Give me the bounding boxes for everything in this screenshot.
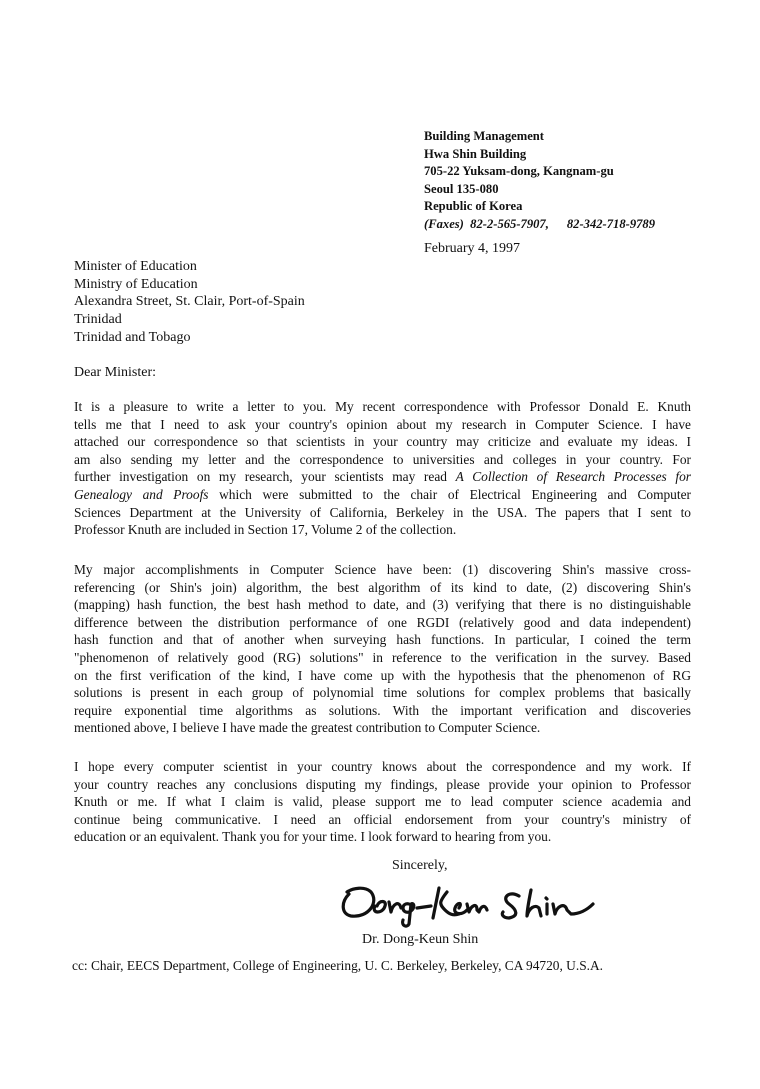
paragraph-line: My major accomplishments in Computer Science have been: (1) discovering Shin's massive cross- — [74, 562, 691, 577]
paragraph-line: continue being communicative. I need an official endorsement from your country's ministry of — [74, 811, 691, 827]
paragraph-line: hash function and that of another when surveying hash functions. In particular, I coined the term — [74, 632, 691, 648]
paragraph-line: am also sending my letter and the correspondence to universities and colleges in your country. For — [74, 451, 691, 467]
body-paragraph-1 — [74, 398, 691, 539]
paragraph-line: require exponential time algorithms as solutions. With the important verification and discoveries — [74, 702, 691, 718]
paragraph-line: mentioned above, I believe I have made the greatest contribution to Computer Science. — [74, 720, 541, 736]
recipient-line: Minister of Education — [74, 259, 197, 274]
sender-line: Hwa Shin Building — [424, 146, 527, 161]
paragraph-line: (mapping) hash function, the best hash method to date, and (3) verifying that there is no distinguishable — [74, 597, 691, 613]
paragraph-line: I hope every computer scientist in your country knows about the correspondence and my work. If — [74, 759, 691, 774]
paragraph-line: Knuth or me. If what I claim is valid, please support me to lead computer science academia and — [74, 794, 691, 810]
recipient-address-block — [74, 258, 305, 347]
paragraph-line: It is a pleasure to write a letter to you. My recent correspondence with Professor Donald E. Knuth — [74, 399, 691, 414]
recipient-line: Trinidad — [74, 312, 122, 328]
handwritten-signature — [335, 880, 605, 930]
paragraph-line: on the first verification of the kind, I have come up with the hypothesis that the phenomenon of RG — [74, 667, 691, 683]
body-paragraph-2 — [74, 561, 691, 737]
paragraph-line: attached our correspondence so that scientists in your country may criticize and evaluate my ideas. I — [74, 434, 691, 450]
sender-line: Building Management — [424, 129, 545, 143]
salutation: Dear Minister: — [74, 365, 157, 380]
paragraph-line: difference between the distribution performance of one RGDI (relatively good and data independent) — [74, 614, 691, 630]
signer-name: Dr. Dong-Keun Shin — [362, 932, 479, 947]
fax-number: 82-342-718-9789 — [566, 216, 656, 231]
paragraph-line: education or an equivalent. Thank you for your time. I look forward to hearing from you. — [74, 829, 552, 845]
fax-number: 82-2-565-7907, — [470, 216, 549, 231]
paragraph-line — [74, 486, 691, 504]
book-title: A Collection of Research Processes for — [455, 469, 691, 485]
closing: Sincerely, — [392, 858, 448, 873]
paragraph-text: further investigation on my research, your scientists may read — [74, 469, 447, 485]
paragraph-line — [74, 468, 691, 486]
fax-label: (Faxes) — [424, 216, 464, 231]
paragraph-line: "phenomenon of relatively good (RG) solutions" in reference to the verification in the survey. Based — [74, 649, 691, 665]
book-title: Genealogy and Proofs — [74, 486, 209, 502]
letter-date: February 4, 1997 — [424, 241, 521, 256]
paragraph-line: Professor Knuth are included in Section 17, Volume 2 of the collection. — [74, 522, 457, 538]
body-paragraph-3 — [74, 758, 691, 846]
sender-line: Republic of Korea — [424, 199, 523, 214]
recipient-line: Trinidad and Tobago — [74, 329, 191, 345]
cc-line: cc: Chair, EECS Department, College of Engineering, U. C. Berkeley, Berkeley, CA 94720, U.S.A. — [72, 958, 604, 973]
recipient-line: Alexandra Street, St. Clair, Port-of-Spain — [74, 294, 305, 310]
paragraph-line: solutions is present in each group of polynomial time solutions for complex problems that basically — [74, 685, 691, 701]
paragraph-line: tells me that I need to ask your country's opinion about my research in Computer Science. I have — [74, 416, 691, 432]
recipient-line: Ministry of Education — [74, 276, 198, 292]
sender-address-block — [424, 128, 655, 234]
paragraph-line: Sciences Department at the University of California, Berkeley in the USA. The papers that I sent to — [74, 504, 691, 520]
paragraph-text: which were submitted to the chair of Electrical Engineering and Computer — [219, 486, 692, 502]
sender-fax-line — [424, 216, 655, 234]
sender-line: Seoul 135-080 — [424, 181, 499, 196]
paragraph-line: your country reaches any conclusions disputing my findings, please provide your opinion to Professor — [74, 776, 691, 792]
sender-line: 705-22 Yuksam-dong, Kangnam-gu — [424, 164, 614, 179]
paragraph-line: referencing (or Shin's join) algorithm, the best algorithm of its kind to date, (2) discovering Shin's — [74, 579, 691, 595]
